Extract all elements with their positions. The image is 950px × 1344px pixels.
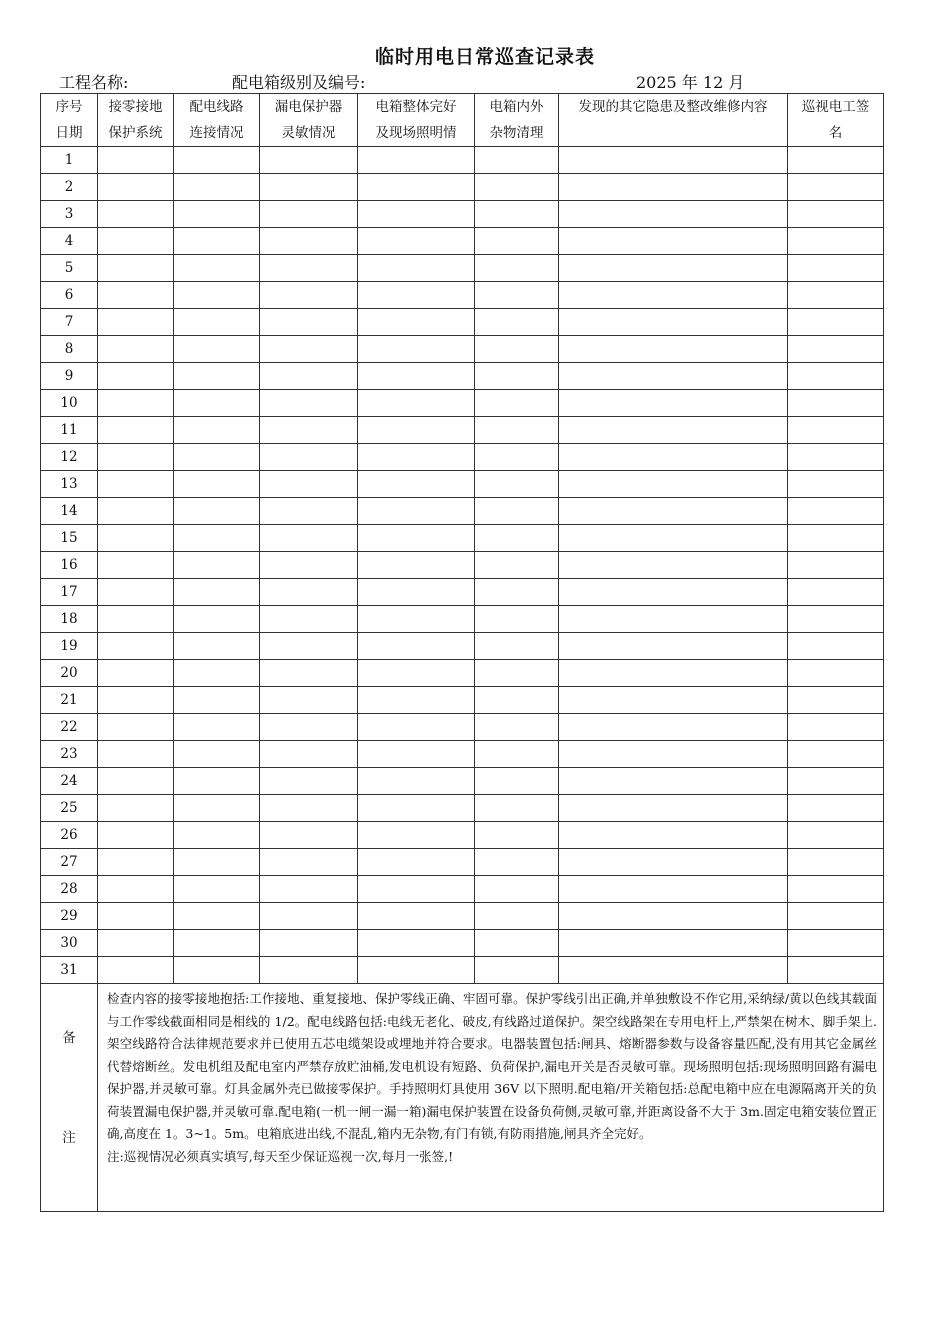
entry-cell[interactable] [788, 174, 884, 201]
entry-cell[interactable] [559, 336, 788, 363]
entry-cell[interactable] [174, 444, 260, 471]
entry-cell[interactable] [358, 363, 475, 390]
entry-cell[interactable] [475, 390, 559, 417]
entry-cell[interactable] [475, 417, 559, 444]
entry-cell[interactable] [559, 417, 788, 444]
entry-cell[interactable] [98, 498, 174, 525]
day-number: 23 [41, 741, 98, 768]
table-row [41, 390, 884, 417]
entry-cell[interactable] [260, 849, 358, 876]
entry-cell[interactable] [98, 903, 174, 930]
entry-cell[interactable] [358, 471, 475, 498]
entry-cell[interactable] [788, 309, 884, 336]
entry-cell[interactable] [559, 741, 788, 768]
entry-cell[interactable] [174, 228, 260, 255]
distribution-box-label: 配电箱级别及编号: [232, 73, 366, 92]
entry-cell[interactable] [788, 714, 884, 741]
entry-cell[interactable] [475, 498, 559, 525]
entry-cell[interactable] [475, 957, 559, 984]
notes-text: 检查内容的接零接地抱括:工作接地、重复接地、保护零线正确、牢固可靠。保护零线引出正确,并单独敷设不作它用,采纳绿/黄以色线其载面与工作零线截面相同是相线的 1/2。配电线路包括:电线无老化、破皮,有线路过道保护。架空线路架在专用电杆上,严禁架在树木、脚手架上.架空线路符合法律规范要求并已使用五芯电缆架设或埋地并符合要求。电器装置包括:闸具、熔断器参数与设备容量匹配,没有用其它金属丝代替熔断丝。发电机组及配电室内严禁存放贮油桶,发电机设有短路、负荷保护,漏电开关是否灵敏可靠。现场照明包括:现场照明回路有漏电保护器,并灵敏可靠。灯具金属外壳已做接零保护。手持照明灯具使用 36V 以下照明.配电箱/开关箱包括:总配电箱中应在电源隔离开关的负荷装置漏电保护器,并灵敏可靠.配电箱(一机一闸一漏一箱)漏电保护装置在设备负荷侧,灵敏可靠,并距离设备不大于 3m.固定电箱安装位置正确,高度在 1。3~1。5m。电箱底进出线,不混乱,箱内无杂物,有门有锁,有防雨措施,闸具齐全完好。 [107, 991, 877, 1141]
entry-cell[interactable] [475, 174, 559, 201]
entry-cell[interactable] [260, 606, 358, 633]
table-row [41, 822, 884, 849]
entry-cell[interactable] [358, 876, 475, 903]
entry-cell[interactable] [174, 309, 260, 336]
entry-cell[interactable] [358, 687, 475, 714]
entry-cell[interactable] [260, 417, 358, 444]
entry-cell[interactable] [98, 795, 174, 822]
entry-cell[interactable] [98, 822, 174, 849]
entry-cell[interactable] [174, 822, 260, 849]
entry-cell[interactable] [358, 525, 475, 552]
entry-cell[interactable] [98, 525, 174, 552]
day-number: 29 [41, 903, 98, 930]
entry-cell[interactable] [98, 741, 174, 768]
entry-cell[interactable] [358, 417, 475, 444]
entry-cell[interactable] [98, 228, 174, 255]
project-name-label: 工程名称: [59, 73, 129, 92]
entry-cell[interactable] [98, 255, 174, 282]
entry-cell[interactable] [358, 606, 475, 633]
entry-cell[interactable] [358, 147, 475, 174]
entry-cell[interactable] [260, 390, 358, 417]
col-header-grounding: 接零接地 保护系统 [98, 94, 174, 147]
table-row [41, 498, 884, 525]
entry-cell[interactable] [260, 147, 358, 174]
entry-cell[interactable] [559, 201, 788, 228]
entry-cell[interactable] [260, 201, 358, 228]
entry-cell[interactable] [98, 660, 174, 687]
entry-cell[interactable] [98, 714, 174, 741]
day-number: 7 [41, 309, 98, 336]
entry-cell[interactable] [174, 876, 260, 903]
entry-cell[interactable] [174, 201, 260, 228]
entry-cell[interactable] [475, 660, 559, 687]
entry-cell[interactable] [788, 471, 884, 498]
entry-cell[interactable] [174, 687, 260, 714]
entry-cell[interactable] [358, 903, 475, 930]
entry-cell[interactable] [174, 147, 260, 174]
entry-cell[interactable] [260, 579, 358, 606]
col-header-debris: 电箱内外 杂物清理 [475, 94, 559, 147]
entry-cell[interactable] [475, 741, 559, 768]
entry-cell[interactable] [559, 714, 788, 741]
entry-cell[interactable] [174, 768, 260, 795]
entry-cell[interactable] [475, 471, 559, 498]
table-row [41, 795, 884, 822]
entry-cell[interactable] [98, 930, 174, 957]
entry-cell[interactable] [358, 957, 475, 984]
entry-cell[interactable] [559, 228, 788, 255]
entry-cell[interactable] [260, 471, 358, 498]
day-number: 21 [41, 687, 98, 714]
notes-tip: 注:巡视情况必须真实填写,每天至少保证巡视一次,每月一张签,! [107, 1148, 454, 1164]
record-month: 2025 年 12 月 [636, 73, 745, 92]
entry-cell[interactable] [260, 633, 358, 660]
entry-cell[interactable] [788, 390, 884, 417]
entry-cell[interactable] [475, 795, 559, 822]
entry-cell[interactable] [98, 336, 174, 363]
entry-cell[interactable] [788, 255, 884, 282]
entry-cell[interactable] [559, 552, 788, 579]
entry-cell[interactable] [788, 336, 884, 363]
day-number: 1 [41, 147, 98, 174]
entry-cell[interactable] [260, 174, 358, 201]
entry-cell[interactable] [358, 282, 475, 309]
entry-cell[interactable] [174, 930, 260, 957]
entry-cell[interactable] [260, 687, 358, 714]
entry-cell[interactable] [174, 849, 260, 876]
entry-cell[interactable] [260, 903, 358, 930]
day-number: 15 [41, 525, 98, 552]
entry-cell[interactable] [98, 552, 174, 579]
entry-cell[interactable] [475, 336, 559, 363]
entry-cell[interactable] [358, 822, 475, 849]
day-number: 19 [41, 633, 98, 660]
entry-cell[interactable] [260, 822, 358, 849]
table-row [41, 768, 884, 795]
table-row [41, 957, 884, 984]
notes-label: 备 注 [41, 984, 98, 1212]
table-row [41, 309, 884, 336]
entry-cell[interactable] [98, 390, 174, 417]
entry-cell[interactable] [559, 579, 788, 606]
entry-cell[interactable] [358, 309, 475, 336]
entry-cell[interactable] [559, 282, 788, 309]
entry-cell[interactable] [475, 714, 559, 741]
day-number: 9 [41, 363, 98, 390]
entry-cell[interactable] [358, 714, 475, 741]
entry-cell[interactable] [98, 282, 174, 309]
entry-cell[interactable] [475, 228, 559, 255]
entry-cell[interactable] [788, 741, 884, 768]
entry-cell[interactable] [98, 579, 174, 606]
entry-cell[interactable] [98, 849, 174, 876]
entry-cell[interactable] [174, 498, 260, 525]
entry-cell[interactable] [788, 498, 884, 525]
entry-cell[interactable] [174, 174, 260, 201]
entry-cell[interactable] [174, 957, 260, 984]
day-number: 28 [41, 876, 98, 903]
entry-cell[interactable] [788, 579, 884, 606]
entry-cell[interactable] [475, 822, 559, 849]
entry-cell[interactable] [559, 903, 788, 930]
table-row [41, 417, 884, 444]
table-row [41, 660, 884, 687]
day-number: 11 [41, 417, 98, 444]
entry-cell[interactable] [788, 282, 884, 309]
table-row [41, 525, 884, 552]
day-number: 13 [41, 471, 98, 498]
table-row [41, 255, 884, 282]
table-row [41, 282, 884, 309]
entry-cell[interactable] [559, 498, 788, 525]
entry-cell[interactable] [475, 201, 559, 228]
col-header-leakage-protector: 漏电保护器 灵敏情况 [260, 94, 358, 147]
day-number: 10 [41, 390, 98, 417]
entry-cell[interactable] [260, 525, 358, 552]
col-header-box-integrity: 电箱整体完好 及现场照明情 [358, 94, 475, 147]
entry-cell[interactable] [358, 660, 475, 687]
entry-cell[interactable] [174, 903, 260, 930]
entry-cell[interactable] [358, 633, 475, 660]
entry-cell[interactable] [559, 687, 788, 714]
entry-cell[interactable] [475, 363, 559, 390]
col-header-signature: 巡视电工签 名 [788, 94, 884, 147]
entry-cell[interactable] [174, 390, 260, 417]
entry-cell[interactable] [559, 957, 788, 984]
entry-cell[interactable] [358, 390, 475, 417]
entry-cell[interactable] [174, 741, 260, 768]
entry-cell[interactable] [559, 633, 788, 660]
entry-cell[interactable] [174, 579, 260, 606]
entry-cell[interactable] [260, 309, 358, 336]
form-title: 临时用电日常巡查记录表 [374, 46, 595, 68]
day-number: 18 [41, 606, 98, 633]
entry-cell[interactable] [98, 309, 174, 336]
entry-cell[interactable] [260, 336, 358, 363]
entry-cell[interactable] [788, 228, 884, 255]
entry-cell[interactable] [260, 660, 358, 687]
entry-cell[interactable] [358, 228, 475, 255]
table-row [41, 930, 884, 957]
table-row [41, 606, 884, 633]
table-row [41, 741, 884, 768]
day-number: 27 [41, 849, 98, 876]
entry-cell[interactable] [559, 822, 788, 849]
entry-cell[interactable] [788, 417, 884, 444]
entry-cell[interactable] [358, 579, 475, 606]
entry-cell[interactable] [475, 525, 559, 552]
table-row [41, 471, 884, 498]
entry-cell[interactable] [260, 876, 358, 903]
entry-cell[interactable] [260, 957, 358, 984]
entry-cell[interactable] [174, 552, 260, 579]
entry-cell[interactable] [260, 498, 358, 525]
entry-cell[interactable] [98, 444, 174, 471]
entry-cell[interactable] [98, 876, 174, 903]
entry-cell[interactable] [788, 552, 884, 579]
entry-cell[interactable] [559, 174, 788, 201]
entry-cell[interactable] [475, 444, 559, 471]
entry-cell[interactable] [260, 768, 358, 795]
entry-cell[interactable] [475, 309, 559, 336]
entry-cell[interactable] [559, 525, 788, 552]
entry-cell[interactable] [559, 147, 788, 174]
day-number: 26 [41, 822, 98, 849]
day-number: 20 [41, 660, 98, 687]
entry-cell[interactable] [174, 336, 260, 363]
table-row [41, 363, 884, 390]
entry-cell[interactable] [788, 363, 884, 390]
entry-cell[interactable] [260, 795, 358, 822]
entry-cell[interactable] [98, 687, 174, 714]
entry-cell[interactable] [475, 903, 559, 930]
entry-cell[interactable] [260, 255, 358, 282]
table-row [41, 714, 884, 741]
entry-cell[interactable] [260, 444, 358, 471]
table-row [41, 687, 884, 714]
entry-cell[interactable] [358, 336, 475, 363]
table-row [41, 201, 884, 228]
entry-cell[interactable] [559, 876, 788, 903]
entry-cell[interactable] [475, 282, 559, 309]
entry-cell[interactable] [174, 525, 260, 552]
entry-cell[interactable] [475, 633, 559, 660]
table-row [41, 444, 884, 471]
entry-cell[interactable] [98, 957, 174, 984]
entry-cell[interactable] [559, 768, 788, 795]
day-number: 31 [41, 957, 98, 984]
entry-cell[interactable] [98, 471, 174, 498]
entry-cell[interactable] [475, 255, 559, 282]
entry-cell[interactable] [260, 552, 358, 579]
entry-cell[interactable] [174, 795, 260, 822]
entry-cell[interactable] [358, 498, 475, 525]
entry-cell[interactable] [559, 309, 788, 336]
entry-cell[interactable] [260, 363, 358, 390]
entry-cell[interactable] [559, 390, 788, 417]
day-number: 8 [41, 336, 98, 363]
entry-cell[interactable] [98, 768, 174, 795]
day-number: 16 [41, 552, 98, 579]
entry-cell[interactable] [559, 795, 788, 822]
entry-cell[interactable] [174, 363, 260, 390]
table-row [41, 849, 884, 876]
entry-cell[interactable] [788, 795, 884, 822]
entry-cell[interactable] [98, 201, 174, 228]
col-header-date: 序号 日期 [41, 94, 98, 147]
entry-cell[interactable] [475, 606, 559, 633]
entry-cell[interactable] [358, 201, 475, 228]
entry-cell[interactable] [559, 363, 788, 390]
col-header-wiring: 配电线路 连接情况 [174, 94, 260, 147]
entry-cell[interactable] [358, 741, 475, 768]
entry-cell[interactable] [358, 795, 475, 822]
entry-cell[interactable] [260, 930, 358, 957]
entry-cell[interactable] [174, 633, 260, 660]
table-row [41, 147, 884, 174]
entry-cell[interactable] [475, 849, 559, 876]
entry-cell[interactable] [788, 822, 884, 849]
entry-cell[interactable] [788, 930, 884, 957]
entry-cell[interactable] [475, 579, 559, 606]
entry-cell[interactable] [788, 633, 884, 660]
day-number: 22 [41, 714, 98, 741]
entry-cell[interactable] [788, 849, 884, 876]
entry-cell[interactable] [260, 741, 358, 768]
day-number: 24 [41, 768, 98, 795]
entry-cell[interactable] [358, 849, 475, 876]
entry-cell[interactable] [475, 876, 559, 903]
entry-cell[interactable] [174, 255, 260, 282]
entry-cell[interactable] [475, 687, 559, 714]
entry-cell[interactable] [559, 849, 788, 876]
day-number: 30 [41, 930, 98, 957]
entry-cell[interactable] [788, 903, 884, 930]
entry-cell[interactable] [260, 228, 358, 255]
day-number: 25 [41, 795, 98, 822]
entry-cell[interactable] [358, 768, 475, 795]
day-number: 14 [41, 498, 98, 525]
entry-cell[interactable] [174, 714, 260, 741]
entry-cell[interactable] [788, 768, 884, 795]
day-number: 12 [41, 444, 98, 471]
day-number: 17 [41, 579, 98, 606]
entry-cell[interactable] [788, 606, 884, 633]
entry-cell[interactable] [358, 930, 475, 957]
day-number: 6 [41, 282, 98, 309]
entry-cell[interactable] [788, 687, 884, 714]
entry-cell[interactable] [559, 444, 788, 471]
entry-cell[interactable] [559, 930, 788, 957]
entry-cell[interactable] [475, 147, 559, 174]
day-number: 3 [41, 201, 98, 228]
entry-cell[interactable] [559, 255, 788, 282]
entry-cell[interactable] [559, 606, 788, 633]
entry-cell[interactable] [174, 282, 260, 309]
table-row [41, 876, 884, 903]
entry-cell[interactable] [559, 660, 788, 687]
entry-cell[interactable] [98, 633, 174, 660]
day-number: 2 [41, 174, 98, 201]
entry-cell[interactable] [788, 444, 884, 471]
table-row [41, 633, 884, 660]
table-row [41, 228, 884, 255]
entry-cell[interactable] [788, 660, 884, 687]
entry-cell[interactable] [788, 147, 884, 174]
entry-cell[interactable] [98, 174, 174, 201]
entry-cell[interactable] [358, 174, 475, 201]
header-row [41, 94, 884, 147]
entry-cell[interactable] [98, 363, 174, 390]
entry-cell[interactable] [358, 255, 475, 282]
entry-cell[interactable] [788, 201, 884, 228]
entry-cell[interactable] [174, 417, 260, 444]
entry-cell[interactable] [98, 606, 174, 633]
table-row [41, 552, 884, 579]
entry-cell[interactable] [788, 876, 884, 903]
table-row [41, 174, 884, 201]
table-row [41, 579, 884, 606]
entry-cell[interactable] [260, 714, 358, 741]
entry-cell[interactable] [174, 660, 260, 687]
entry-cell[interactable] [98, 147, 174, 174]
entry-cell[interactable] [475, 552, 559, 579]
notes-content [98, 984, 884, 1212]
entry-cell[interactable] [475, 930, 559, 957]
entry-cell[interactable] [788, 525, 884, 552]
entry-cell[interactable] [358, 444, 475, 471]
entry-cell[interactable] [475, 768, 559, 795]
day-number: 4 [41, 228, 98, 255]
entry-cell[interactable] [98, 417, 174, 444]
entry-cell[interactable] [260, 282, 358, 309]
table-row [41, 903, 884, 930]
day-number: 5 [41, 255, 98, 282]
entry-cell[interactable] [174, 471, 260, 498]
table-row [41, 336, 884, 363]
inspection-table [40, 93, 884, 1212]
entry-cell[interactable] [358, 552, 475, 579]
entry-cell[interactable] [559, 471, 788, 498]
entry-cell[interactable] [788, 957, 884, 984]
entry-cell[interactable] [174, 606, 260, 633]
notes-row [41, 984, 884, 1212]
col-header-hazards: 发现的其它隐患及整改维修内容 [559, 94, 788, 147]
